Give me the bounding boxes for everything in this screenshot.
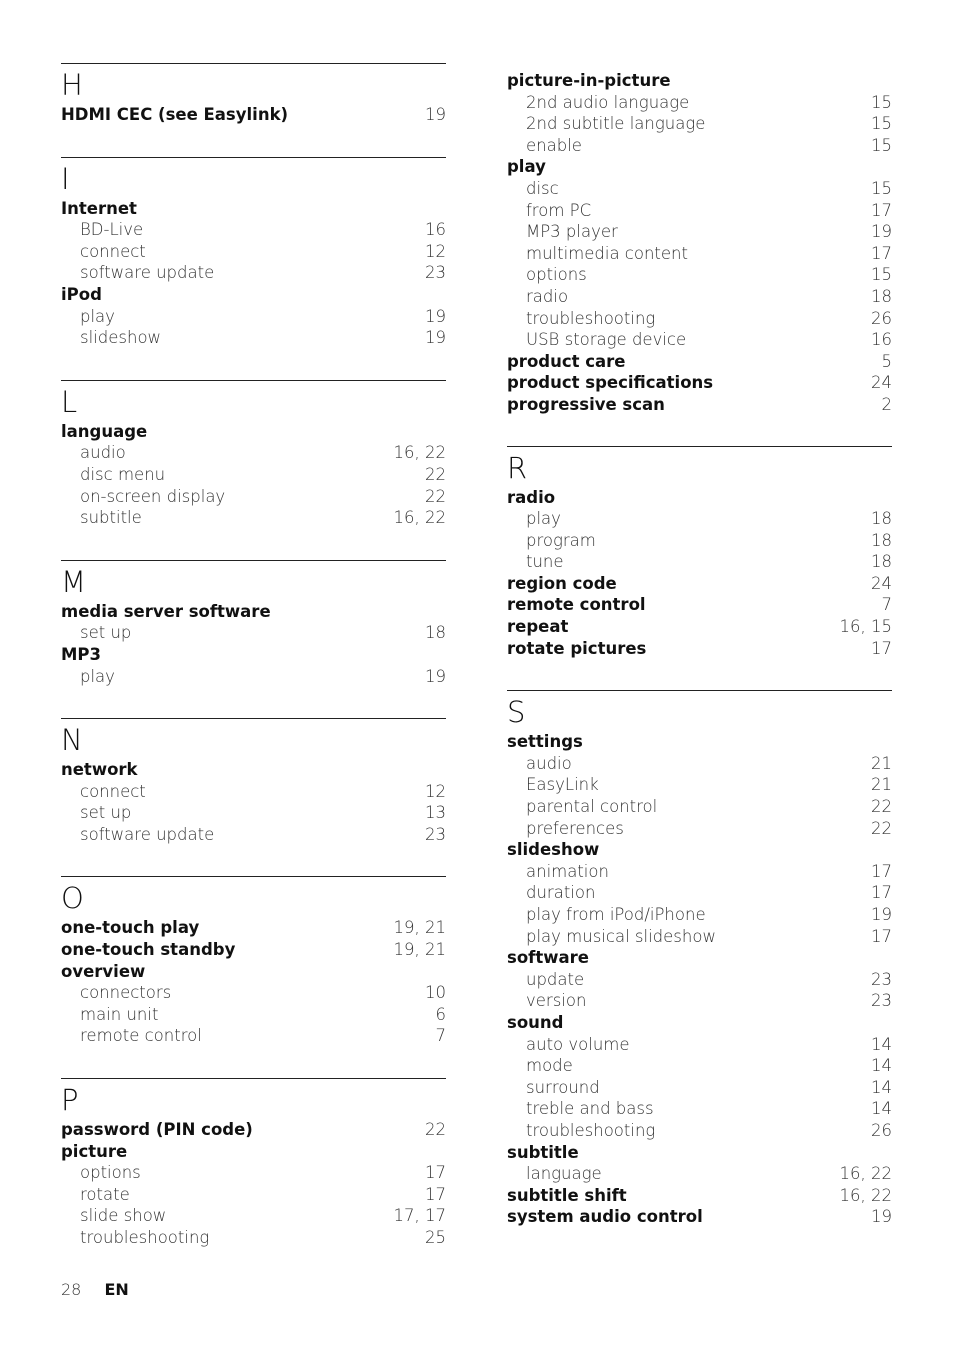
index-subentry	[507, 818, 892, 840]
entry-term: software	[507, 948, 589, 968]
entry-term: settings	[507, 732, 583, 752]
entry-term: troubleshooting	[526, 1120, 656, 1140]
index-subentry	[507, 1163, 892, 1185]
entry-term: tune	[526, 552, 564, 572]
index-subentry	[507, 904, 892, 926]
entry-pages: 22	[871, 818, 892, 838]
entry-pages: 16	[871, 330, 892, 350]
entry-term: duration	[526, 883, 596, 903]
entry-pages: 18	[871, 552, 892, 572]
index-entry	[61, 421, 446, 443]
entry-pages: 23	[425, 263, 446, 283]
entry-pages: 19	[871, 1207, 892, 1227]
entry-pages: 16	[425, 220, 446, 240]
index-subentry	[61, 1004, 446, 1026]
section-letter: P	[61, 1083, 79, 1118]
entry-term: remote control	[80, 1026, 202, 1046]
entry-pages: 16, 22	[393, 443, 446, 463]
entry-pages: 23	[871, 991, 892, 1011]
index-column-right	[507, 70, 892, 1259]
index-subentry	[507, 221, 892, 243]
entry-pages: 21	[871, 775, 892, 795]
entry-pages: 17	[871, 926, 892, 946]
index-entry	[507, 1142, 892, 1164]
index-entry	[507, 156, 892, 178]
index-subentry	[507, 969, 892, 991]
entry-pages: 19	[425, 328, 446, 348]
index-entry	[507, 731, 892, 753]
index-entry	[507, 351, 892, 373]
entry-pages: 17	[871, 883, 892, 903]
index-entry	[61, 601, 446, 623]
entry-pages: 21	[871, 753, 892, 773]
index-subentry	[507, 530, 892, 552]
entry-pages: 12	[425, 781, 446, 801]
index-entry	[507, 1185, 892, 1207]
index-subentry	[61, 622, 446, 644]
entry-pages: 19	[871, 905, 892, 924]
index-section-i	[61, 157, 446, 349]
page-number: 28	[61, 1280, 82, 1299]
entry-pages: 25	[425, 1228, 446, 1247]
index-section-continued	[507, 70, 892, 416]
index-subentry	[61, 306, 446, 328]
index-subentry	[507, 264, 892, 286]
entry-term: subtitle	[507, 1142, 579, 1162]
entry-pages: 19, 21	[393, 940, 446, 960]
section-letter: R	[507, 450, 528, 485]
entry-term: progressive scan	[507, 394, 665, 414]
entry-term: connect	[80, 781, 146, 801]
entry-term: mode	[526, 1056, 573, 1076]
index-subentry	[61, 1205, 446, 1227]
index-subentry	[61, 1162, 446, 1184]
index-subentry	[507, 308, 892, 330]
entry-pages: 23	[425, 824, 446, 844]
index-subentry	[61, 262, 446, 284]
entry-term: overview	[61, 961, 146, 981]
entry-pages: 19, 21	[393, 918, 446, 938]
index-subentry	[61, 781, 446, 803]
index-entry	[507, 1206, 892, 1228]
entry-term: play from iPod/iPhone	[526, 905, 706, 924]
index-section-s	[507, 690, 892, 1228]
entry-term: treble and bass	[526, 1099, 654, 1119]
entry-pages: 14	[871, 1056, 892, 1076]
section-letter: M	[61, 564, 87, 599]
entry-term: disc menu	[80, 464, 166, 484]
section-letter: L	[61, 384, 78, 419]
index-subentry	[61, 507, 446, 529]
index-subentry	[61, 802, 446, 824]
entry-pages: 19	[425, 306, 446, 326]
index-entry	[507, 372, 892, 394]
index-subentry	[61, 486, 446, 508]
entry-term: slide show	[80, 1206, 167, 1226]
index-subentry	[507, 508, 892, 530]
entry-pages: 22	[871, 797, 892, 817]
entry-pages: 15	[871, 135, 892, 155]
entry-term: MP3	[61, 644, 101, 664]
entry-pages: 17	[871, 861, 892, 881]
entry-term: auto volume	[526, 1034, 630, 1054]
entry-term: BD-Live	[80, 220, 144, 240]
index-subentry	[507, 1077, 892, 1099]
entry-pages: 14	[871, 1099, 892, 1119]
entry-pages: 15	[871, 114, 892, 134]
entry-term: disc	[526, 178, 559, 198]
entry-term: software update	[80, 824, 215, 844]
index-subentry	[61, 442, 446, 464]
entry-term: product care	[507, 351, 626, 371]
index-subentry	[507, 882, 892, 904]
entry-pages: 15	[871, 265, 892, 285]
entry-pages: 17	[871, 200, 892, 220]
entry-term: language	[61, 421, 148, 441]
index-section-l	[61, 380, 446, 529]
entry-pages: 19	[871, 222, 892, 242]
entry-term: one-touch play	[61, 918, 200, 938]
entry-term: MP3 player	[526, 222, 618, 242]
entry-term: picture-in-picture	[507, 71, 671, 90]
index-subentry	[507, 1055, 892, 1077]
entry-pages: 18	[871, 530, 892, 550]
entry-term: version	[526, 991, 587, 1011]
section-letter: N	[61, 723, 83, 758]
page-footer	[61, 1279, 129, 1301]
index-entry	[61, 198, 446, 220]
entry-pages: 19	[425, 666, 446, 686]
index-section-p	[61, 1078, 446, 1249]
entry-pages: 6	[435, 1004, 446, 1024]
index-section-r	[507, 446, 892, 660]
entry-pages: 13	[425, 803, 446, 823]
entry-term: play musical slideshow	[526, 926, 716, 946]
index-entry	[507, 616, 892, 638]
index-subentry	[61, 982, 446, 1004]
index-subentry	[507, 774, 892, 796]
entry-term: region code	[507, 573, 617, 593]
entry-term: animation	[526, 861, 609, 881]
index-subentry	[507, 178, 892, 200]
entry-term: remote control	[507, 595, 646, 615]
entry-pages: 23	[871, 969, 892, 989]
entry-term: options	[80, 1163, 141, 1183]
entry-pages: 15	[871, 178, 892, 198]
entry-term: Internet	[61, 198, 137, 218]
index-section-o	[61, 876, 446, 1047]
index-subentry	[61, 824, 446, 846]
entry-term: radio	[526, 286, 569, 306]
index-column-left	[61, 63, 446, 1280]
entry-term: play	[80, 666, 115, 686]
entry-term: slideshow	[507, 840, 600, 860]
index-subentry	[507, 200, 892, 222]
index-subentry	[61, 241, 446, 263]
entry-term: troubleshooting	[526, 308, 656, 328]
entry-term: product specifications	[507, 373, 714, 393]
index-entry	[507, 70, 892, 92]
entry-term: one-touch standby	[61, 940, 236, 960]
index-entry	[61, 104, 446, 126]
entry-term: multimedia content	[526, 243, 688, 263]
index-entry	[61, 961, 446, 983]
index-entry	[507, 839, 892, 861]
entry-term: set up	[80, 623, 132, 643]
index-entry	[61, 759, 446, 781]
entry-term: from PC	[526, 200, 592, 220]
index-subentry	[61, 1227, 446, 1249]
index-entry	[507, 487, 892, 509]
index-section-h	[61, 63, 446, 126]
index-subentry	[507, 1098, 892, 1120]
index-entry	[507, 394, 892, 416]
entry-term: set up	[80, 803, 132, 823]
index-entry	[61, 1119, 446, 1141]
entry-term: system audio control	[507, 1207, 703, 1227]
entry-pages: 16, 22	[393, 508, 446, 528]
index-subentry	[507, 1034, 892, 1056]
entry-pages: 17	[871, 243, 892, 263]
entry-term: parental control	[526, 797, 658, 817]
entry-term: options	[526, 265, 587, 285]
index-entry	[507, 594, 892, 616]
entry-term: sound	[507, 1012, 564, 1032]
entry-term: surround	[526, 1077, 600, 1097]
section-letter: H	[61, 68, 83, 102]
index-subentry	[61, 464, 446, 486]
entry-term: enable	[526, 135, 582, 155]
index-section-m	[61, 560, 446, 687]
index-subentry	[507, 551, 892, 573]
entry-pages: 7	[435, 1026, 446, 1046]
entry-term: password (PIN code)	[61, 1120, 253, 1140]
entry-pages: 14	[871, 1034, 892, 1054]
index-subentry	[61, 666, 446, 688]
entry-term: language	[526, 1164, 602, 1184]
entry-pages: 22	[425, 1120, 446, 1140]
entry-pages: 14	[871, 1077, 892, 1097]
entry-term: connectors	[80, 983, 172, 1003]
entry-term: preferences	[526, 818, 624, 838]
index-entry	[507, 1012, 892, 1034]
entry-term: on-screen display	[80, 486, 226, 506]
index-subentry	[61, 1025, 446, 1047]
index-subentry	[507, 1120, 892, 1142]
entry-term: repeat	[507, 617, 569, 637]
entry-pages: 12	[425, 241, 446, 261]
entry-term: 2nd audio language	[526, 92, 690, 112]
index-entry	[61, 917, 446, 939]
entry-pages: 16, 22	[839, 1164, 892, 1184]
index-entry	[61, 644, 446, 666]
entry-term: media server software	[61, 601, 271, 621]
entry-term: audio	[526, 753, 572, 773]
index-subentry	[61, 327, 446, 349]
entry-pages: 17	[871, 638, 892, 658]
entry-pages: 5	[881, 351, 892, 371]
index-subentry	[507, 243, 892, 265]
entry-term: subtitle	[80, 508, 142, 528]
entry-term: rotate pictures	[507, 638, 647, 658]
index-entry	[507, 573, 892, 595]
entry-term: audio	[80, 443, 126, 463]
entry-pages: 16, 22	[839, 1185, 892, 1205]
entry-pages: 24	[871, 373, 892, 393]
index-subentry	[507, 286, 892, 308]
section-letter: S	[507, 695, 526, 730]
entry-term: software update	[80, 263, 215, 283]
entry-pages: 26	[871, 1120, 892, 1140]
entry-term: EasyLink	[526, 775, 599, 795]
section-letter: I	[61, 161, 70, 196]
index-subentry	[507, 926, 892, 948]
index-section-n	[61, 718, 446, 845]
entry-pages: 16, 15	[839, 617, 892, 637]
index-entry	[61, 939, 446, 961]
entry-pages: 2	[881, 394, 892, 414]
entry-pages: 7	[881, 595, 892, 615]
index-subentry	[507, 92, 892, 114]
entry-pages: 24	[871, 573, 892, 593]
entry-pages: 17	[425, 1163, 446, 1183]
entry-term: HDMI CEC (see Easylink)	[61, 105, 289, 124]
entry-term: connect	[80, 241, 146, 261]
index-entry	[61, 284, 446, 306]
entry-pages: 17	[425, 1184, 446, 1204]
entry-term: main unit	[80, 1004, 159, 1024]
entry-term: network	[61, 760, 138, 780]
entry-pages: 17, 17	[393, 1206, 446, 1226]
entry-pages: 19	[425, 105, 446, 124]
entry-term: radio	[507, 487, 556, 507]
index-subentry	[507, 753, 892, 775]
entry-term: picture	[61, 1141, 128, 1161]
entry-term: play	[80, 306, 115, 326]
index-subentry	[507, 990, 892, 1012]
index-subentry	[507, 135, 892, 157]
entry-pages: 22	[425, 486, 446, 506]
entry-term: USB storage device	[526, 330, 687, 350]
index-entry	[507, 638, 892, 660]
index-subentry	[507, 329, 892, 351]
entry-term: 2nd subtitle language	[526, 114, 706, 134]
entry-term: play	[526, 509, 561, 529]
entry-term: rotate	[80, 1184, 130, 1204]
index-subentry	[61, 219, 446, 241]
entry-term: play	[507, 157, 546, 177]
index-entry	[61, 1141, 446, 1163]
entry-term: slideshow	[80, 328, 162, 348]
entry-pages: 26	[871, 308, 892, 328]
entry-pages: 18	[871, 286, 892, 306]
language-code: EN	[104, 1280, 129, 1299]
section-letter: O	[61, 881, 84, 916]
index-subentry	[507, 113, 892, 135]
entry-pages: 15	[871, 92, 892, 112]
index-subentry	[61, 1184, 446, 1206]
entry-term: program	[526, 530, 596, 550]
entry-pages: 10	[425, 983, 446, 1003]
entry-term: subtitle shift	[507, 1185, 627, 1205]
entry-term: update	[526, 969, 585, 989]
index-subentry	[507, 796, 892, 818]
entry-term: iPod	[61, 284, 102, 304]
entry-pages: 22	[425, 464, 446, 484]
entry-pages: 18	[871, 509, 892, 529]
index-subentry	[507, 861, 892, 883]
entry-pages: 18	[425, 623, 446, 643]
entry-term: troubleshooting	[80, 1228, 210, 1247]
index-entry	[507, 947, 892, 969]
